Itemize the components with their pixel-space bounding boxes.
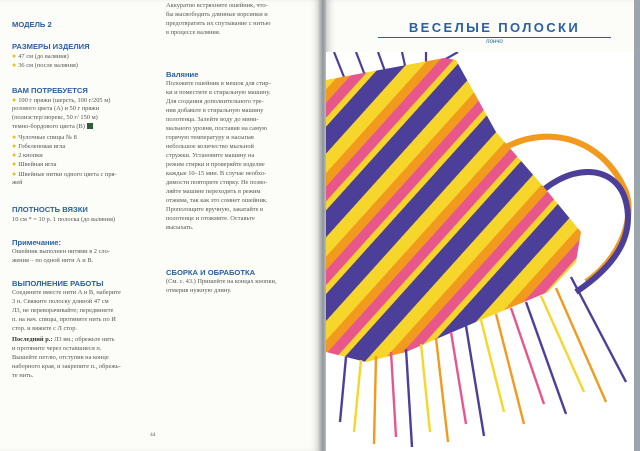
materials-item: ● 2 кнопки xyxy=(12,151,43,159)
striped-poncho-photo xyxy=(326,52,640,451)
bullet-icon: ● xyxy=(12,151,17,159)
assembly-line: отмерив нужную длину. xyxy=(166,287,232,294)
felting-line: стружки. Установите машину на xyxy=(166,152,255,159)
materials-line: (полиэстер/люрекс, 50 г/ 150 м) xyxy=(12,114,98,121)
materials-item: ● Чулочные спицы № 8 xyxy=(12,133,77,141)
materials-item: ● Швейная игла xyxy=(12,160,57,168)
bullet-icon: ● xyxy=(12,142,17,150)
felting-line: отжима, так как это сомнет ошейник. xyxy=(166,197,268,204)
materials-heading: ВАМ ПОТРЕБУЕТСЯ xyxy=(12,86,88,95)
bullet-icon: ● xyxy=(12,96,17,104)
work-line: наборного края, и закрепите п., обрежь- xyxy=(12,363,121,370)
bullet-icon: ● xyxy=(12,160,17,168)
work-line: стор. и вяжите с Л стор. xyxy=(12,325,77,332)
felting-line: ки и поместите в стиральную машину. xyxy=(166,89,271,96)
materials-item: жей xyxy=(12,179,23,186)
felting-line: полотенца. Залейте воду до мини- xyxy=(166,116,259,123)
felting-line: небольшое количество мыльной xyxy=(166,143,254,150)
title-block xyxy=(378,20,611,46)
page-subtitle: пончо xyxy=(486,39,503,45)
size-item: ● 36 см (после валяния) xyxy=(12,61,78,69)
felting-line: горячую температуру и насыпав xyxy=(166,134,254,141)
felting-line: высыхать. xyxy=(166,224,194,231)
bullet-icon: ● xyxy=(12,170,17,178)
bullet-icon: ● xyxy=(12,52,17,60)
materials-item: ● Швейные нитки одного цвета с пря- xyxy=(12,170,117,178)
intro-line: в процессе валяния. xyxy=(166,29,221,36)
felting-line: режим стирки и проверяйте изделие xyxy=(166,161,265,168)
sizes-heading: РАЗМЕРЫ ИЗДЕЛИЯ xyxy=(12,42,90,51)
felting-heading: Валяние xyxy=(166,70,199,79)
assembly-heading: СБОРКА И ОБРАБОТКА xyxy=(166,268,256,277)
page-title: ВЕСЕЛЫЕ ПОЛОСКИ xyxy=(408,20,581,35)
felting-line: Положите ошейник в мешок для стир- xyxy=(166,80,271,87)
page-number: 44 xyxy=(150,432,156,438)
note-line: жения – по одной нити А и В. xyxy=(12,257,94,264)
materials-line: темно-бордового цвета (В) xyxy=(12,123,93,132)
density-text: 10 см * = 10 р. 1 полоска (до валяния) xyxy=(12,216,116,223)
model-heading: МОДЕЛЬ 2 xyxy=(12,20,52,29)
felting-line: мального уровня, поставив на самую xyxy=(166,125,268,132)
assembly-line: (См. с. 43.) Пришейте на концах кнопки, xyxy=(166,278,277,285)
size-item: ● 47 см (до валяния) xyxy=(12,52,69,60)
work-line: те нить. xyxy=(12,372,34,379)
felting-line: ляйте машине переходить в режим xyxy=(166,188,261,195)
felting-line: Прополощите вручную, закатайте в xyxy=(166,206,264,213)
intro-line: бы высвободить длинные ворсинки и xyxy=(166,11,268,18)
note-heading: Примечание: xyxy=(12,238,62,247)
felting-line: ния добавьте в стиральную машину xyxy=(166,107,264,114)
page-edge xyxy=(634,0,640,451)
work-heading: ВЫПОЛНЕНИЕ РАБОТЫ xyxy=(12,279,104,288)
work-line: 3 п. Свяжите полоску длиной 47 см xyxy=(12,298,109,305)
title-rule xyxy=(378,37,611,38)
felting-line: полотенце и отожмите. Оставьте xyxy=(166,215,255,222)
intro-line: Аккуратно встряхните ошейник, что- xyxy=(166,2,268,9)
color-swatch-icon xyxy=(87,123,93,129)
density-heading: ПЛОТНОСТЬ ВЯЗКИ xyxy=(12,205,88,214)
work-line: Вышейте петлю, отступив на конце xyxy=(12,354,109,361)
note-line: Ошейник выполнен нитями в 2 сло- xyxy=(12,248,110,255)
work-line: и протяните через оставшиеся п. xyxy=(12,345,102,352)
bullet-icon: ● xyxy=(12,133,17,141)
work-line: Соедините вместе нити А и В, наберите xyxy=(12,289,121,296)
work-last-row: Последний р.: Л3 вм.; обрежьте нить xyxy=(12,336,115,343)
work-line: Л3, не переворачивайте; передвинете xyxy=(12,307,114,314)
right-page xyxy=(326,0,640,451)
bullet-icon: ● xyxy=(12,61,17,69)
materials-item: ● Гобеленовая игла xyxy=(12,142,66,150)
felting-line: Для создания дополнительного тре- xyxy=(166,98,264,105)
felting-line: каждые 10–15 мин. В случае необхо- xyxy=(166,170,267,177)
intro-line: предотвратить их спутывание с нитью xyxy=(166,20,271,27)
work-line: п. на нач. спицы, протяните нить по И xyxy=(12,316,116,323)
felting-line: димости повторите стирку. Не позво- xyxy=(166,179,268,186)
materials-line: розового цвета (А) и 50 г пряжи xyxy=(12,105,100,112)
materials-line: ● 100 г пряжи (шерсть, 100 г/205 м) xyxy=(12,96,111,104)
